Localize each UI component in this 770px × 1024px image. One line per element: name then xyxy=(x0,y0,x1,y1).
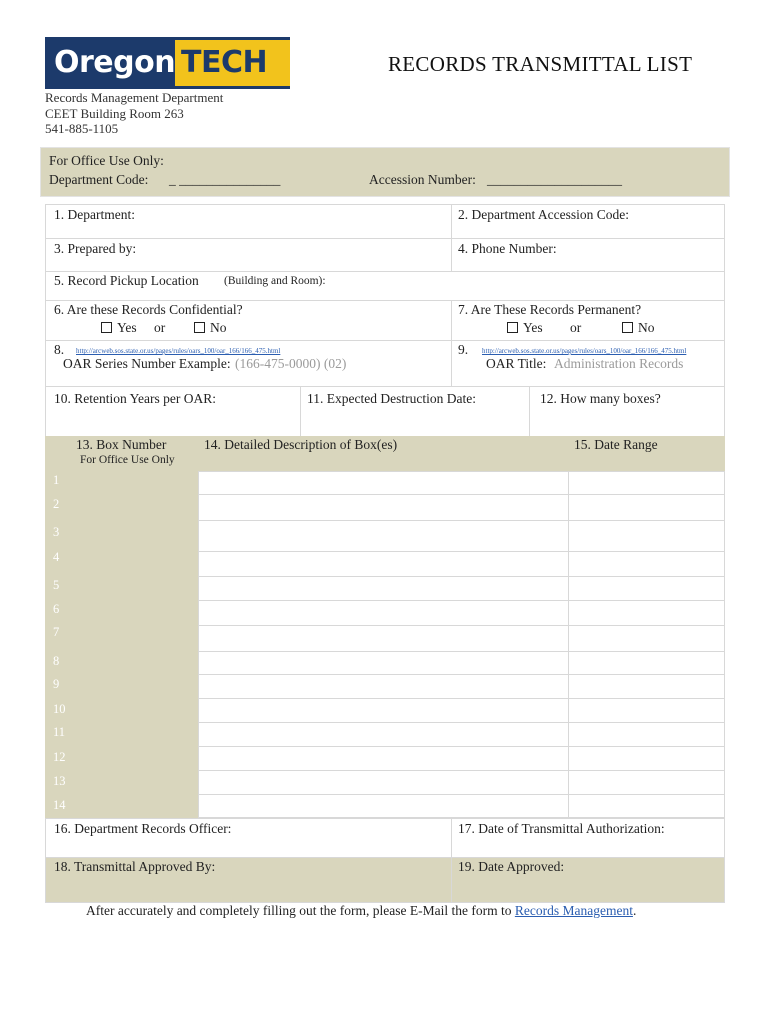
footer-text: After accurately and completely filling out the form, please E-Mail the form to xyxy=(86,903,512,918)
department-field[interactable] xyxy=(45,204,452,239)
department-accession-code-field[interactable] xyxy=(451,204,725,239)
row-divider xyxy=(198,625,725,626)
row-divider xyxy=(198,651,725,652)
transmittal-date-label: 17. Date of Transmittal Authorization: xyxy=(458,821,665,836)
phone-number-label: 4. Phone Number: xyxy=(458,241,557,256)
logo-text-tech: TECH xyxy=(175,40,290,86)
box-number-column xyxy=(45,471,198,818)
row-divider xyxy=(198,746,725,747)
checkbox-icon[interactable] xyxy=(101,322,112,333)
office-use-heading: For Office Use Only: xyxy=(49,153,164,168)
department-address xyxy=(45,90,223,137)
office-use-section xyxy=(40,147,730,197)
department-code-field[interactable]: _ _______________ xyxy=(169,172,281,187)
box-row-number: 2 xyxy=(53,497,60,511)
row-divider xyxy=(198,600,725,601)
box-number-header: 13. Box Number xyxy=(76,437,167,452)
oar-series-example-value: (166-475-0000) (02) xyxy=(235,356,347,371)
records-officer-label: 16. Department Records Officer: xyxy=(54,821,232,836)
oregon-tech-logo xyxy=(45,37,290,89)
row-divider xyxy=(198,494,725,495)
row-divider xyxy=(198,674,725,675)
box-row-number: 1 xyxy=(53,473,60,487)
logo-text-oregon: Oregon xyxy=(54,45,176,80)
footer-period: . xyxy=(632,903,637,918)
approved-by-label: 18. Transmittal Approved By: xyxy=(54,859,216,874)
box-row-number: 10 xyxy=(53,702,66,716)
oar-title-link[interactable]: http://arcweb.sos.state.or.us/pages/rules/oars_100/oar_166/166_475.html xyxy=(482,347,687,355)
box-row-number: 8 xyxy=(53,654,60,668)
box-row-number: 13 xyxy=(53,774,66,788)
confidential-yes-option[interactable]: Yes xyxy=(101,320,137,336)
box-table-body[interactable] xyxy=(198,471,725,818)
oar-title-value: Administration Records xyxy=(554,356,684,371)
box-row-number: 4 xyxy=(53,550,60,564)
row-divider xyxy=(198,698,725,699)
address-line-2: CEET Building Room 263 xyxy=(45,105,184,121)
department-accession-code-label: 2. Department Accession Code: xyxy=(458,207,629,222)
prepared-by-field[interactable] xyxy=(45,238,452,272)
row-divider xyxy=(198,770,725,771)
permanent-or-text: or xyxy=(570,320,582,335)
retention-years-label: 10. Retention Years per OAR: xyxy=(54,391,216,406)
oar-title-field[interactable] xyxy=(451,340,725,387)
footer-instructions xyxy=(86,903,636,919)
description-header: 14. Detailed Description of Box(es) xyxy=(204,437,398,452)
phone-number-field[interactable] xyxy=(451,238,725,272)
confidential-section xyxy=(45,300,452,341)
permanent-question: 7. Are These Records Permanent? xyxy=(458,302,642,317)
department-code-label: Department Code: xyxy=(49,172,149,187)
confidential-or-text: or xyxy=(154,320,166,335)
box-row-number: 5 xyxy=(53,578,60,592)
records-management-link[interactable]: Records Management xyxy=(514,903,633,918)
box-row-number: 9 xyxy=(53,677,60,691)
oar-series-number: 8. xyxy=(54,342,65,357)
pickup-location-label: 5. Record Pickup Location xyxy=(54,273,199,288)
oar-series-example-label: OAR Series Number Example: xyxy=(63,356,231,371)
box-count-field[interactable] xyxy=(529,386,725,437)
destruction-date-label: 11. Expected Destruction Date: xyxy=(307,391,476,406)
row-divider xyxy=(198,794,725,795)
pickup-location-field[interactable] xyxy=(45,271,725,301)
accession-number-label: Accession Number: xyxy=(369,172,476,187)
oar-series-field[interactable] xyxy=(45,340,452,387)
row-divider xyxy=(198,576,725,577)
box-count-label: 12. How many boxes? xyxy=(540,391,661,406)
date-approved-field[interactable] xyxy=(451,857,725,903)
confidential-no-option[interactable]: No xyxy=(194,320,227,336)
pickup-location-note: (Building and Room): xyxy=(224,275,326,287)
retention-years-field[interactable] xyxy=(45,386,301,437)
row-divider xyxy=(198,551,725,552)
box-row-number: 11 xyxy=(53,725,66,739)
permanent-section xyxy=(451,300,725,341)
destruction-date-field[interactable] xyxy=(300,386,530,437)
checkbox-icon[interactable] xyxy=(194,322,205,333)
address-line-1: Records Management Department xyxy=(45,90,224,105)
box-row-number: 7 xyxy=(53,625,60,639)
box-row-number: 3 xyxy=(53,525,60,539)
accession-number-field[interactable]: ____________________ xyxy=(487,172,622,187)
checkbox-icon[interactable] xyxy=(507,322,518,333)
box-row-number: 12 xyxy=(53,750,66,764)
date-range-header: 15. Date Range xyxy=(574,437,658,452)
oar-series-link[interactable]: http://arcweb.sos.state.or.us/pages/rules/oars_100/oar_166/166_475.html xyxy=(76,347,281,355)
permanent-yes-option[interactable]: Yes xyxy=(507,320,543,336)
checkbox-icon[interactable] xyxy=(622,322,633,333)
row-divider xyxy=(198,722,725,723)
approved-by-field[interactable] xyxy=(45,857,452,903)
records-officer-field[interactable] xyxy=(45,818,452,858)
prepared-by-label: 3. Prepared by: xyxy=(54,241,137,256)
permanent-no-option[interactable]: No xyxy=(622,320,655,336)
department-label: 1. Department: xyxy=(54,207,135,222)
oar-title-label: OAR Title: xyxy=(486,356,547,371)
address-line-3: 541-885-1105 xyxy=(45,121,119,136)
transmittal-date-field[interactable] xyxy=(451,818,725,858)
confidential-question: 6. Are these Records Confidential? xyxy=(54,302,243,317)
row-divider xyxy=(198,520,725,521)
page-title: RECORDS TRANSMITTAL LIST xyxy=(388,52,693,76)
box-number-subheader: For Office Use Only xyxy=(80,454,175,466)
date-range-column-divider xyxy=(568,471,569,818)
box-row-number: 14 xyxy=(53,798,66,812)
date-approved-label: 19. Date Approved: xyxy=(458,859,565,874)
box-row-number: 6 xyxy=(53,602,60,616)
oar-title-number: 9. xyxy=(458,342,469,357)
